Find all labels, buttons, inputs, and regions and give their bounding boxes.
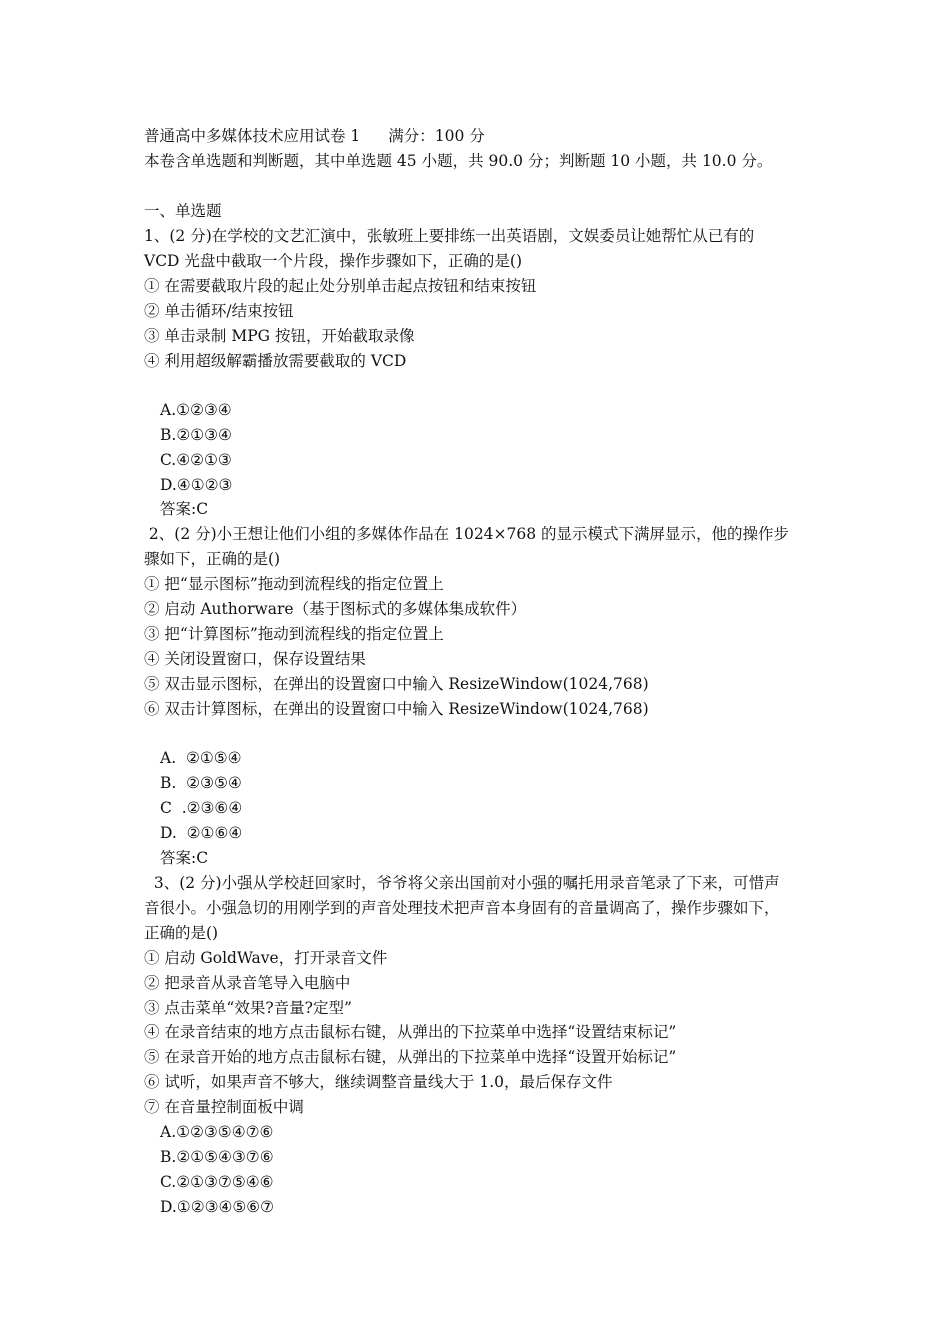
q2-stem-line2: 骤如下，正确的是() [144,550,281,568]
q2-step-5: ⑤ 双击显示图标，在弹出的设置窗口中输入 ResizeWindow(1024,768) [144,675,649,693]
q3-stem-line1: 3、(2 分)小强从学校赶回家时，爷爷将父亲出国前对小强的嘱托用录音笔录了下来，可惜声 [144,874,780,892]
exam-title: 普通高中多媒体技术应用试卷 1 [144,127,361,145]
q3-step-6: ⑥ 试听，如果声音不够大，继续调整音量线大于 1.0，最后保存文件 [144,1073,613,1091]
q2-option-b: B. ②③⑤④ [160,774,242,792]
q1-step-1: ① 在需要截取片段的起止处分别单击起点按钮和结束按钮 [144,277,537,295]
q3-step-5: ⑤ 在录音开始的地方点击鼠标右键，从弹出的下拉菜单中选择“设置开始标记” [144,1048,677,1066]
q1-step-4: ④ 利用超级解霸播放需要截取的 VCD [144,352,407,370]
q2-step-6: ⑥ 双击计算图标，在弹出的设置窗口中输入 ResizeWindow(1024,768) [144,700,649,718]
q2-step-4: ④ 关闭设置窗口，保存设置结果 [144,650,366,668]
q3-step-1: ① 启动 GoldWave，打开录音文件 [144,949,388,967]
q1-step-3: ③ 单击录制 MPG 按钮，开始截取录像 [144,327,415,345]
q1-answer: 答案:C [160,500,209,518]
q3-step-2: ② 把录音从录音笔导入电脑中 [144,974,351,992]
full-score: 满分：100 分 [388,127,485,145]
q2-option-d: D. ②①⑥④ [160,824,243,842]
q2-step-3: ③ 把“计算图标”拖动到流程线的指定位置上 [144,625,444,643]
q1-option-d: D.④①②③ [160,476,233,494]
section-heading-single-choice: 一、单选题 [144,202,222,220]
q1-option-b: B.②①③④ [160,426,232,444]
q3-option-d: D.①②③④⑤⑥⑦ [160,1198,275,1216]
q1-option-a: A.①②③④ [160,401,232,419]
q1-stem-line2: VCD 光盘中截取一个片段，操作步骤如下，正确的是() [144,252,523,270]
q2-option-a: A. ②①⑤④ [160,749,242,767]
q2-stem-line1: 2、(2 分)小王想让他们小组的多媒体作品在 1024×768 的显示模式下满屏显示，他的操作步 [144,525,790,543]
exam-summary: 本卷含单选题和判断题，其中单选题 45 小题，共 90.0 分；判断题 10 小题，共 10.0 分。 [144,152,773,170]
q1-step-2: ② 单击循环/结束按钮 [144,302,294,320]
q2-step-2: ② 启动 Authorware（基于图标式的多媒体集成软件） [144,600,527,618]
q3-step-4: ④ 在录音结束的地方点击鼠标右键，从弹出的下拉菜单中选择“设置结束标记” [144,1023,677,1041]
q2-option-c: C .②③⑥④ [160,799,243,817]
q2-step-1: ① 把“显示图标”拖动到流程线的指定位置上 [144,575,444,593]
q3-option-c: C.②①③⑦⑤④⑥ [160,1173,274,1191]
q3-step-7: ⑦ 在音量控制面板中调 [144,1098,304,1116]
exam-title-line [144,126,485,146]
q3-stem-line3: 正确的是() [144,924,219,942]
q3-option-b: B.②①⑤④③⑦⑥ [160,1148,274,1166]
q3-stem-line2: 音很小。小强急切的用刚学到的声音处理技术把声音本身固有的音量调高了，操作步骤如下， [144,899,780,917]
q2-answer: 答案:C [160,849,209,867]
q1-option-c: C.④②①③ [160,451,232,469]
q3-option-a: A.①②③⑤④⑦⑥ [160,1123,274,1141]
q3-step-3: ③ 点击菜单“效果?音量?定型” [144,999,352,1017]
q1-stem-line1: 1、(2 分)在学校的文艺汇演中，张敏班上要排练一出英语剧，文娱委员让她帮忙从已有的 [144,227,755,245]
